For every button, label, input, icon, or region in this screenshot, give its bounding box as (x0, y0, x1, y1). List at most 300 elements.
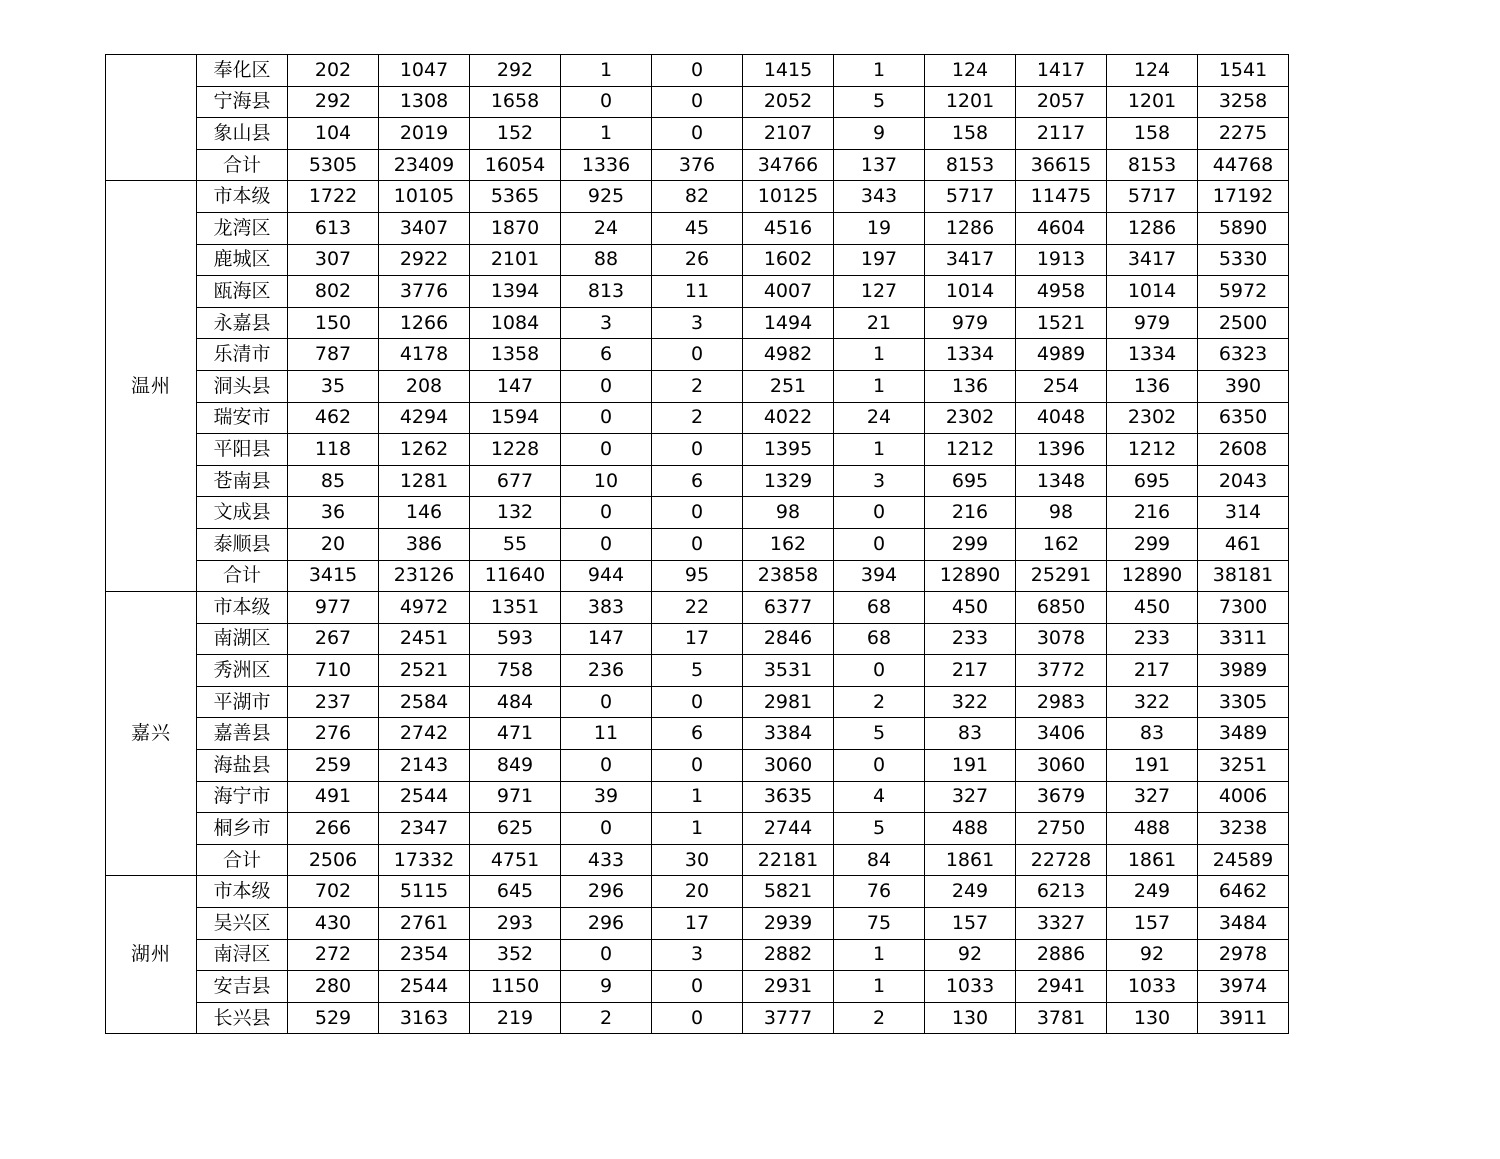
value-cell: 977 (288, 592, 379, 624)
value-cell: 26 (652, 244, 743, 276)
value-cell: 4958 (1016, 276, 1107, 308)
district-cell: 安吉县 (197, 971, 288, 1003)
value-cell: 4178 (379, 339, 470, 371)
value-cell: 20 (288, 528, 379, 560)
value-cell: 23858 (743, 560, 834, 592)
district-cell: 长兴县 (197, 1002, 288, 1034)
value-cell: 327 (925, 781, 1016, 813)
value-cell: 150 (288, 307, 379, 339)
value-cell: 2939 (743, 908, 834, 940)
value-cell: 208 (379, 370, 470, 402)
value-cell: 471 (470, 718, 561, 750)
value-cell: 236 (561, 655, 652, 687)
value-cell: 38181 (1198, 560, 1289, 592)
value-cell: 147 (470, 370, 561, 402)
table-row (106, 370, 1289, 402)
value-cell: 4007 (743, 276, 834, 308)
value-cell: 24 (834, 402, 925, 434)
value-cell: 3489 (1198, 718, 1289, 750)
district-cell: 文成县 (197, 497, 288, 529)
value-cell: 219 (470, 1002, 561, 1034)
value-cell: 104 (288, 118, 379, 150)
value-cell: 6 (652, 465, 743, 497)
table-row (106, 939, 1289, 971)
value-cell: 23126 (379, 560, 470, 592)
value-cell: 5717 (925, 181, 1016, 213)
value-cell: 1358 (470, 339, 561, 371)
value-cell: 157 (1107, 908, 1198, 940)
value-cell: 5 (834, 718, 925, 750)
district-cell: 宁海县 (197, 86, 288, 118)
value-cell: 5305 (288, 149, 379, 181)
value-cell: 1201 (1107, 86, 1198, 118)
value-cell: 1913 (1016, 244, 1107, 276)
table-row (106, 149, 1289, 181)
district-cell: 海宁市 (197, 781, 288, 813)
value-cell: 296 (561, 908, 652, 940)
value-cell: 0 (561, 939, 652, 971)
value-cell: 6462 (1198, 876, 1289, 908)
value-cell: 4982 (743, 339, 834, 371)
value-cell: 0 (561, 86, 652, 118)
value-cell: 5890 (1198, 212, 1289, 244)
value-cell: 0 (834, 497, 925, 529)
value-cell: 2275 (1198, 118, 1289, 150)
value-cell: 944 (561, 560, 652, 592)
district-cell: 合计 (197, 149, 288, 181)
value-cell: 613 (288, 212, 379, 244)
value-cell: 124 (1107, 55, 1198, 87)
region-cell: 湖州 (106, 876, 197, 1034)
value-cell: 11 (561, 718, 652, 750)
value-cell: 1 (834, 55, 925, 87)
value-cell: 2107 (743, 118, 834, 150)
value-cell: 1415 (743, 55, 834, 87)
value-cell: 254 (1016, 370, 1107, 402)
value-cell: 3781 (1016, 1002, 1107, 1034)
value-cell: 293 (470, 908, 561, 940)
value-cell: 2744 (743, 813, 834, 845)
value-cell: 802 (288, 276, 379, 308)
value-cell: 216 (1107, 497, 1198, 529)
district-cell: 平阳县 (197, 434, 288, 466)
value-cell: 292 (288, 86, 379, 118)
table-row (106, 465, 1289, 497)
value-cell: 0 (652, 55, 743, 87)
value-cell: 2143 (379, 750, 470, 782)
value-cell: 0 (561, 528, 652, 560)
table-row (106, 55, 1289, 87)
value-cell: 2 (652, 402, 743, 434)
value-cell: 296 (561, 876, 652, 908)
district-cell: 南浔区 (197, 939, 288, 971)
value-cell: 3311 (1198, 623, 1289, 655)
value-cell: 5 (834, 86, 925, 118)
value-cell: 3484 (1198, 908, 1289, 940)
value-cell: 849 (470, 750, 561, 782)
value-cell: 4989 (1016, 339, 1107, 371)
value-cell: 1396 (1016, 434, 1107, 466)
value-cell: 2608 (1198, 434, 1289, 466)
value-cell: 146 (379, 497, 470, 529)
value-cell: 83 (1107, 718, 1198, 750)
value-cell: 6323 (1198, 339, 1289, 371)
value-cell: 2521 (379, 655, 470, 687)
value-cell: 4751 (470, 844, 561, 876)
value-cell: 1861 (925, 844, 1016, 876)
value-cell: 1 (834, 971, 925, 1003)
value-cell: 9 (834, 118, 925, 150)
district-cell: 乐清市 (197, 339, 288, 371)
value-cell: 3 (561, 307, 652, 339)
table-row (106, 560, 1289, 592)
value-cell: 88 (561, 244, 652, 276)
value-cell: 1262 (379, 434, 470, 466)
value-cell: 202 (288, 55, 379, 87)
value-cell: 4294 (379, 402, 470, 434)
value-cell: 124 (925, 55, 1016, 87)
value-cell: 95 (652, 560, 743, 592)
district-cell: 龙湾区 (197, 212, 288, 244)
value-cell: 22 (652, 592, 743, 624)
value-cell: 1334 (925, 339, 1016, 371)
value-cell: 6 (652, 718, 743, 750)
value-cell: 3974 (1198, 971, 1289, 1003)
value-cell: 0 (652, 86, 743, 118)
value-cell: 34766 (743, 149, 834, 181)
value-cell: 299 (1107, 528, 1198, 560)
value-cell: 3 (652, 939, 743, 971)
value-cell: 10125 (743, 181, 834, 213)
value-cell: 98 (1016, 497, 1107, 529)
value-cell: 82 (652, 181, 743, 213)
value-cell: 376 (652, 149, 743, 181)
district-cell: 洞头县 (197, 370, 288, 402)
value-cell: 2931 (743, 971, 834, 1003)
district-cell: 苍南县 (197, 465, 288, 497)
table-row (106, 181, 1289, 213)
value-cell: 45 (652, 212, 743, 244)
value-cell: 1 (834, 370, 925, 402)
value-cell: 5821 (743, 876, 834, 908)
value-cell: 925 (561, 181, 652, 213)
value-cell: 1033 (1107, 971, 1198, 1003)
value-cell: 92 (925, 939, 1016, 971)
value-cell: 7300 (1198, 592, 1289, 624)
value-cell: 2043 (1198, 465, 1289, 497)
value-cell: 3238 (1198, 813, 1289, 845)
value-cell: 787 (288, 339, 379, 371)
region-cell: 温州 (106, 181, 197, 592)
value-cell: 3776 (379, 276, 470, 308)
value-cell: 1286 (1107, 212, 1198, 244)
table-row (106, 623, 1289, 655)
value-cell: 394 (834, 560, 925, 592)
value-cell: 55 (470, 528, 561, 560)
value-cell: 1394 (470, 276, 561, 308)
value-cell: 1 (561, 55, 652, 87)
value-cell: 92 (1107, 939, 1198, 971)
table-row (106, 592, 1289, 624)
value-cell: 2 (652, 370, 743, 402)
value-cell: 1417 (1016, 55, 1107, 87)
value-cell: 3078 (1016, 623, 1107, 655)
value-cell: 4516 (743, 212, 834, 244)
value-cell: 1286 (925, 212, 1016, 244)
value-cell: 3327 (1016, 908, 1107, 940)
value-cell: 702 (288, 876, 379, 908)
value-cell: 19 (834, 212, 925, 244)
district-cell: 市本级 (197, 181, 288, 213)
value-cell: 0 (652, 750, 743, 782)
value-cell: 0 (561, 402, 652, 434)
value-cell: 36 (288, 497, 379, 529)
value-cell: 98 (743, 497, 834, 529)
value-cell: 758 (470, 655, 561, 687)
district-cell: 市本级 (197, 592, 288, 624)
table-row (106, 844, 1289, 876)
table-row (106, 686, 1289, 718)
value-cell: 30 (652, 844, 743, 876)
value-cell: 249 (1107, 876, 1198, 908)
table-row (106, 276, 1289, 308)
value-cell: 0 (561, 750, 652, 782)
value-cell: 2941 (1016, 971, 1107, 1003)
value-cell: 6350 (1198, 402, 1289, 434)
value-cell: 1395 (743, 434, 834, 466)
table-row (106, 528, 1289, 560)
value-cell: 390 (1198, 370, 1289, 402)
value-cell: 593 (470, 623, 561, 655)
value-cell: 36615 (1016, 149, 1107, 181)
value-cell: 2761 (379, 908, 470, 940)
value-cell: 0 (834, 750, 925, 782)
value-cell: 2742 (379, 718, 470, 750)
value-cell: 132 (470, 497, 561, 529)
value-cell: 22181 (743, 844, 834, 876)
value-cell: 450 (1107, 592, 1198, 624)
value-cell: 2354 (379, 939, 470, 971)
value-cell: 118 (288, 434, 379, 466)
value-cell: 450 (925, 592, 1016, 624)
value-cell: 2451 (379, 623, 470, 655)
value-cell: 266 (288, 813, 379, 845)
table-row (106, 86, 1289, 118)
value-cell: 191 (925, 750, 1016, 782)
value-cell: 0 (561, 497, 652, 529)
value-cell: 162 (1016, 528, 1107, 560)
value-cell: 259 (288, 750, 379, 782)
district-cell: 奉化区 (197, 55, 288, 87)
region-cell (106, 55, 197, 181)
value-cell: 17 (652, 908, 743, 940)
district-cell: 鹿城区 (197, 244, 288, 276)
value-cell: 16054 (470, 149, 561, 181)
value-cell: 3 (652, 307, 743, 339)
value-cell: 137 (834, 149, 925, 181)
value-cell: 484 (470, 686, 561, 718)
value-cell: 5115 (379, 876, 470, 908)
value-cell: 249 (925, 876, 1016, 908)
value-cell: 2 (834, 686, 925, 718)
table-row (106, 876, 1289, 908)
value-cell: 1212 (1107, 434, 1198, 466)
value-cell: 3251 (1198, 750, 1289, 782)
table-row (106, 212, 1289, 244)
value-cell: 292 (470, 55, 561, 87)
value-cell: 322 (925, 686, 1016, 718)
value-cell: 4 (834, 781, 925, 813)
value-cell: 4022 (743, 402, 834, 434)
value-cell: 2302 (1107, 402, 1198, 434)
value-cell: 1084 (470, 307, 561, 339)
value-cell: 0 (652, 971, 743, 1003)
value-cell: 197 (834, 244, 925, 276)
value-cell: 433 (561, 844, 652, 876)
value-cell: 6850 (1016, 592, 1107, 624)
value-cell: 158 (1107, 118, 1198, 150)
value-cell: 280 (288, 971, 379, 1003)
statistics-table (105, 54, 1289, 1034)
value-cell: 17332 (379, 844, 470, 876)
value-cell: 2922 (379, 244, 470, 276)
value-cell: 2019 (379, 118, 470, 150)
value-cell: 2506 (288, 844, 379, 876)
value-cell: 3163 (379, 1002, 470, 1034)
value-cell: 1870 (470, 212, 561, 244)
value-cell: 217 (1107, 655, 1198, 687)
value-cell: 322 (1107, 686, 1198, 718)
value-cell: 314 (1198, 497, 1289, 529)
value-cell: 352 (470, 939, 561, 971)
value-cell: 152 (470, 118, 561, 150)
table-body (106, 55, 1289, 1034)
value-cell: 2 (834, 1002, 925, 1034)
value-cell: 307 (288, 244, 379, 276)
value-cell: 343 (834, 181, 925, 213)
district-cell: 泰顺县 (197, 528, 288, 560)
value-cell: 2347 (379, 813, 470, 845)
value-cell: 83 (925, 718, 1016, 750)
value-cell: 386 (379, 528, 470, 560)
table-row (106, 307, 1289, 339)
value-cell: 1541 (1198, 55, 1289, 87)
value-cell: 84 (834, 844, 925, 876)
value-cell: 3406 (1016, 718, 1107, 750)
table-row (106, 402, 1289, 434)
value-cell: 3 (834, 465, 925, 497)
value-cell: 217 (925, 655, 1016, 687)
value-cell: 5717 (1107, 181, 1198, 213)
table-row (106, 781, 1289, 813)
value-cell: 162 (743, 528, 834, 560)
value-cell: 21 (834, 307, 925, 339)
value-cell: 0 (561, 686, 652, 718)
value-cell: 9 (561, 971, 652, 1003)
value-cell: 2117 (1016, 118, 1107, 150)
value-cell: 3531 (743, 655, 834, 687)
value-cell: 1351 (470, 592, 561, 624)
value-cell: 35 (288, 370, 379, 402)
value-cell: 529 (288, 1002, 379, 1034)
value-cell: 1014 (925, 276, 1016, 308)
district-cell: 南湖区 (197, 623, 288, 655)
value-cell: 44768 (1198, 149, 1289, 181)
table-row (106, 434, 1289, 466)
value-cell: 20 (652, 876, 743, 908)
value-cell: 12890 (925, 560, 1016, 592)
value-cell: 5365 (470, 181, 561, 213)
value-cell: 488 (925, 813, 1016, 845)
value-cell: 6 (561, 339, 652, 371)
value-cell: 251 (743, 370, 834, 402)
table-row (106, 750, 1289, 782)
value-cell: 327 (1107, 781, 1198, 813)
table-row (106, 813, 1289, 845)
value-cell: 677 (470, 465, 561, 497)
value-cell: 625 (470, 813, 561, 845)
value-cell: 979 (1107, 307, 1198, 339)
value-cell: 1861 (1107, 844, 1198, 876)
value-cell: 216 (925, 497, 1016, 529)
value-cell: 0 (834, 528, 925, 560)
value-cell: 462 (288, 402, 379, 434)
table-row (106, 971, 1289, 1003)
table-row (106, 497, 1289, 529)
value-cell: 8153 (1107, 149, 1198, 181)
value-cell: 24589 (1198, 844, 1289, 876)
value-cell: 4604 (1016, 212, 1107, 244)
value-cell: 1 (652, 781, 743, 813)
value-cell: 68 (834, 592, 925, 624)
value-cell: 1336 (561, 149, 652, 181)
value-cell: 147 (561, 623, 652, 655)
value-cell: 68 (834, 623, 925, 655)
value-cell: 1 (652, 813, 743, 845)
value-cell: 2978 (1198, 939, 1289, 971)
value-cell: 430 (288, 908, 379, 940)
value-cell: 3777 (743, 1002, 834, 1034)
value-cell: 2057 (1016, 86, 1107, 118)
value-cell: 0 (561, 434, 652, 466)
district-cell: 合计 (197, 560, 288, 592)
value-cell: 10105 (379, 181, 470, 213)
value-cell: 3911 (1198, 1002, 1289, 1034)
value-cell: 2302 (925, 402, 1016, 434)
table-row (106, 908, 1289, 940)
value-cell: 1521 (1016, 307, 1107, 339)
value-cell: 191 (1107, 750, 1198, 782)
value-cell: 2052 (743, 86, 834, 118)
value-cell: 158 (925, 118, 1016, 150)
value-cell: 5972 (1198, 276, 1289, 308)
value-cell: 24 (561, 212, 652, 244)
value-cell: 157 (925, 908, 1016, 940)
value-cell: 11640 (470, 560, 561, 592)
value-cell: 23409 (379, 149, 470, 181)
value-cell: 12890 (1107, 560, 1198, 592)
value-cell: 3989 (1198, 655, 1289, 687)
table-row (106, 718, 1289, 750)
table-row (106, 244, 1289, 276)
value-cell: 0 (652, 1002, 743, 1034)
value-cell: 5 (652, 655, 743, 687)
value-cell: 2500 (1198, 307, 1289, 339)
district-cell: 瑞安市 (197, 402, 288, 434)
value-cell: 1 (834, 434, 925, 466)
value-cell: 1150 (470, 971, 561, 1003)
value-cell: 3417 (1107, 244, 1198, 276)
